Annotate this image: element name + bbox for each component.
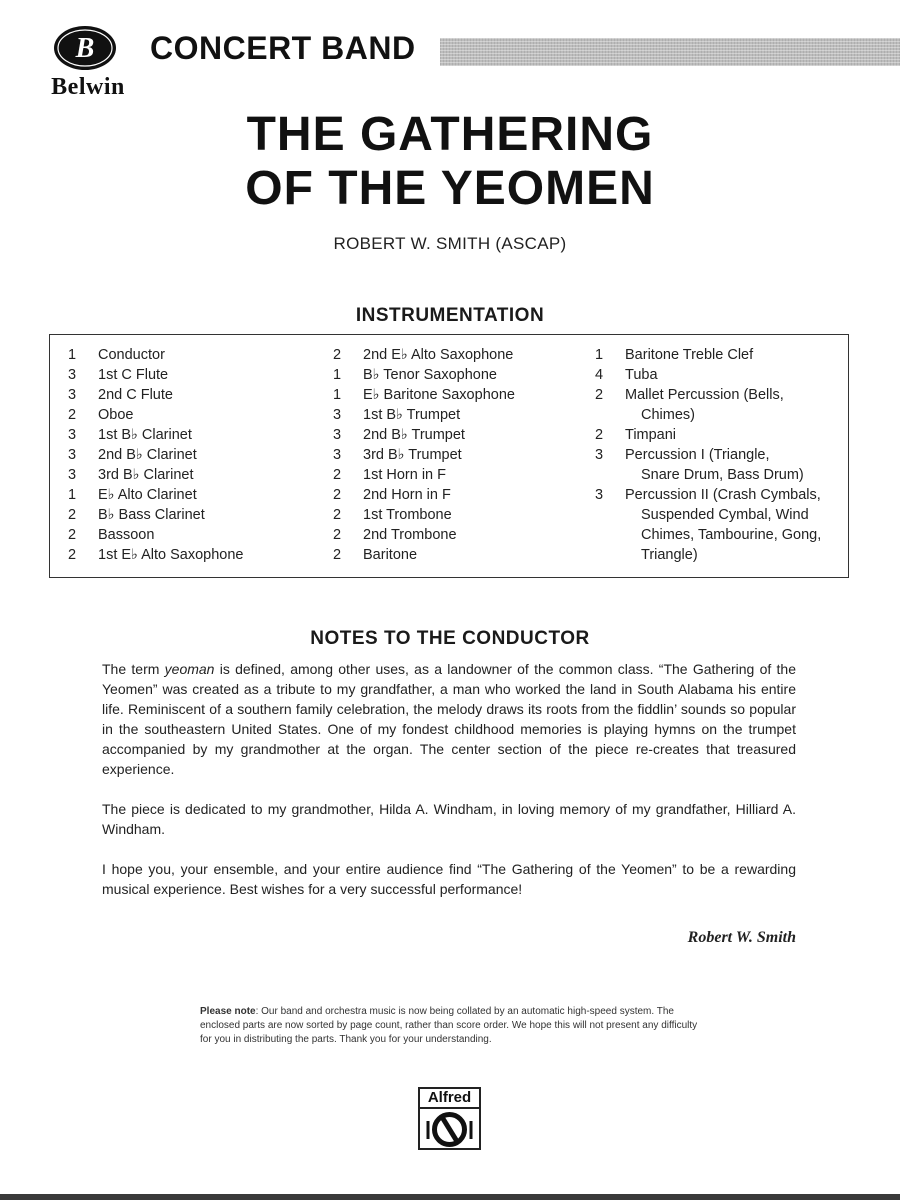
instrument-row bbox=[595, 365, 845, 385]
instrument-name: 1st C Flute bbox=[98, 367, 169, 383]
instrument-quantity: 1 bbox=[333, 367, 342, 383]
instrument-quantity: 3 bbox=[68, 367, 77, 383]
instrument-name: Bassoon bbox=[98, 527, 155, 543]
instrument-row bbox=[68, 445, 328, 465]
instrument-quantity: 3 bbox=[333, 447, 342, 463]
instrument-quantity: 2 bbox=[333, 347, 342, 363]
instrument-quantity: 2 bbox=[333, 547, 342, 563]
belwin-emblem-icon bbox=[52, 24, 118, 72]
instrument-row-continuation bbox=[595, 545, 845, 565]
instrument-name: 3rd B♭ Clarinet bbox=[98, 467, 194, 483]
instrument-row bbox=[68, 365, 328, 385]
instrument-quantity: 3 bbox=[68, 447, 77, 463]
instrument-row bbox=[595, 485, 845, 505]
notes-paragraph-3: I hope you, your ensemble, and your entire audience find “The Gathering of the Yeomen” to be a rewarding musical experience. Best wishes for a very successful performance! bbox=[102, 861, 796, 897]
instrument-name: Percussion II (Crash Cymbals, bbox=[625, 487, 821, 503]
instrument-name: 1st Horn in F bbox=[363, 467, 446, 483]
instrument-name-continuation: Chimes, Tambourine, Gong, bbox=[641, 527, 822, 543]
instrument-name: 2nd Trombone bbox=[363, 527, 457, 543]
instrument-quantity-spacer bbox=[595, 545, 625, 565]
please-note bbox=[200, 1005, 710, 1047]
instrument-quantity: 1 bbox=[595, 347, 604, 363]
instrument-row bbox=[333, 465, 593, 485]
composer-credit: ROBERT W. SMITH (ASCAP) bbox=[333, 234, 567, 253]
instrument-name: Baritone bbox=[363, 547, 418, 563]
instrument-row bbox=[333, 385, 593, 405]
title-line-1: THE GATHERING bbox=[246, 108, 654, 161]
instrument-row bbox=[68, 405, 328, 425]
notes-heading: NOTES TO THE CONDUCTOR bbox=[310, 628, 590, 649]
instrument-row-continuation bbox=[595, 465, 845, 485]
series-label: CONCERT BAND bbox=[150, 30, 416, 66]
instrument-name-continuation: Chimes) bbox=[641, 407, 695, 423]
notes-p1-emphasis: yeoman bbox=[164, 661, 215, 677]
instrument-row bbox=[68, 425, 328, 445]
instrument-name: 2nd B♭ Clarinet bbox=[98, 447, 197, 463]
instrumentation-column-3 bbox=[595, 345, 845, 565]
instrument-quantity: 2 bbox=[68, 547, 77, 563]
alfred-logo bbox=[418, 1087, 481, 1150]
instrument-name: Oboe bbox=[98, 407, 134, 423]
instrument-name: 2nd C Flute bbox=[98, 387, 173, 403]
instrument-row bbox=[333, 345, 593, 365]
instrument-name: 1st E♭ Alto Saxophone bbox=[98, 547, 244, 563]
instrument-quantity: 2 bbox=[333, 467, 342, 483]
instrumentation-column-2 bbox=[333, 345, 593, 565]
instrument-name-continuation: Suspended Cymbal, Wind bbox=[641, 507, 809, 523]
instrument-name: 1st B♭ Trumpet bbox=[363, 407, 461, 423]
instrument-name: E♭ Alto Clarinet bbox=[98, 487, 197, 503]
instrument-row bbox=[595, 345, 845, 365]
belwin-logo bbox=[32, 24, 144, 102]
instrument-name-continuation: Triangle) bbox=[641, 547, 698, 563]
instrumentation-box bbox=[49, 334, 849, 578]
instrument-quantity: 3 bbox=[595, 447, 604, 463]
instrument-row-continuation bbox=[595, 525, 845, 545]
instrument-row bbox=[68, 345, 328, 365]
instrumentation-column-1 bbox=[68, 345, 328, 565]
instrument-row bbox=[595, 445, 845, 465]
belwin-wordmark: Belwin bbox=[51, 74, 125, 100]
instrument-name: 1st B♭ Clarinet bbox=[98, 427, 192, 443]
instrument-row bbox=[68, 465, 328, 485]
instrument-row bbox=[333, 425, 593, 445]
instrument-quantity-spacer bbox=[595, 525, 625, 545]
instrument-quantity: 2 bbox=[333, 487, 342, 503]
instrument-row bbox=[68, 505, 328, 525]
instrument-quantity: 2 bbox=[68, 407, 77, 423]
instrument-quantity: 2 bbox=[595, 387, 604, 403]
instrument-name: B♭ Tenor Saxophone bbox=[363, 367, 497, 383]
instrument-quantity: 1 bbox=[68, 347, 77, 363]
instrument-quantity: 3 bbox=[333, 427, 342, 443]
instrument-quantity-spacer bbox=[595, 465, 625, 485]
instrument-quantity: 2 bbox=[595, 427, 604, 443]
instrument-quantity: 3 bbox=[68, 387, 77, 403]
header-bar bbox=[440, 38, 900, 66]
instrument-name: B♭ Bass Clarinet bbox=[98, 507, 205, 523]
instrument-row bbox=[333, 485, 593, 505]
please-note-label: Please note bbox=[200, 1006, 256, 1017]
instrument-quantity: 1 bbox=[68, 487, 77, 503]
instrument-name: 3rd B♭ Trumpet bbox=[363, 447, 462, 463]
notes-p1-text-a: The term bbox=[102, 661, 165, 677]
instrument-name: Mallet Percussion (Bells, bbox=[625, 387, 784, 403]
emblem-letter: B bbox=[75, 33, 95, 64]
instrument-row bbox=[595, 425, 845, 445]
please-note-text: : Our band and orchestra music is now being collated by an automatic high-speed system. The enclosed parts are now sorted by page count, rather than score order. We hope this will not present any difficulty for you in distributing the parts. Thank you for your understanding. bbox=[200, 1006, 698, 1045]
instrument-row-continuation bbox=[595, 405, 845, 425]
instrument-name: 2nd E♭ Alto Saxophone bbox=[363, 347, 514, 363]
instrument-row bbox=[68, 525, 328, 545]
alfred-wordmark: Alfred bbox=[420, 1089, 479, 1109]
alfred-emblem-icon bbox=[420, 1109, 479, 1150]
instrument-quantity: 2 bbox=[333, 507, 342, 523]
notes-body bbox=[102, 659, 796, 919]
instrument-quantity: 3 bbox=[595, 487, 604, 503]
instrument-row bbox=[68, 385, 328, 405]
instrument-name: 2nd B♭ Trumpet bbox=[363, 427, 465, 443]
notes-p1-text-b: is defined, among other uses, as a landowner of the common class. “The Gathering of the Yeomen” was created as a tribute to my grandfather, a man who worked the land in South Alabama his entire life. Reminiscent of a southern family celebration, the melody draws its roots from the fiddlin’ sounds so popular in the southeastern United States. One of my fondest childhood memories is playing hymns on the trumpet accompanied by my grandmother at the organ. The center section of the piece re-creates that treasured experience. bbox=[102, 661, 796, 777]
instrument-quantity-spacer bbox=[595, 505, 625, 525]
instrument-row bbox=[333, 405, 593, 425]
instrument-name: Tuba bbox=[625, 367, 658, 383]
instrument-name: 2nd Horn in F bbox=[363, 487, 451, 503]
instrument-name: Percussion I (Triangle, bbox=[625, 447, 770, 463]
instrument-row bbox=[333, 365, 593, 385]
instrument-quantity-spacer bbox=[595, 405, 625, 425]
instrument-name: Timpani bbox=[625, 427, 677, 443]
instrument-quantity: 2 bbox=[333, 527, 342, 543]
page-title bbox=[0, 108, 900, 216]
instrument-name: E♭ Baritone Saxophone bbox=[363, 387, 515, 403]
instrument-quantity: 2 bbox=[68, 527, 77, 543]
bottom-rule bbox=[0, 1194, 900, 1200]
title-line-2: OF THE YEOMEN bbox=[245, 162, 655, 215]
composer-signature: Robert W. Smith bbox=[687, 929, 796, 946]
instrument-name: Conductor bbox=[98, 347, 165, 363]
instrument-quantity: 2 bbox=[68, 507, 77, 523]
instrument-quantity: 1 bbox=[333, 387, 342, 403]
instrument-quantity: 3 bbox=[68, 467, 77, 483]
instrument-row bbox=[68, 485, 328, 505]
instrument-quantity: 3 bbox=[68, 427, 77, 443]
notes-paragraph-2: The piece is dedicated to my grandmother, Hilda A. Windham, in loving memory of my grandfather, Hilliard A. Windham. bbox=[102, 801, 796, 837]
instrument-row bbox=[333, 545, 593, 565]
instrument-row bbox=[68, 545, 328, 565]
instrument-row bbox=[333, 525, 593, 545]
instrument-name-continuation: Snare Drum, Bass Drum) bbox=[641, 467, 804, 483]
instrument-row bbox=[333, 445, 593, 465]
instrument-name: 1st Trombone bbox=[363, 507, 452, 523]
instrument-quantity: 3 bbox=[333, 407, 342, 423]
instrument-row bbox=[595, 385, 845, 405]
instrument-row bbox=[333, 505, 593, 525]
instrumentation-heading: INSTRUMENTATION bbox=[355, 305, 545, 326]
instrument-quantity: 4 bbox=[595, 367, 604, 383]
instrument-row-continuation bbox=[595, 505, 845, 525]
instrument-name: Baritone Treble Clef bbox=[625, 347, 754, 363]
notes-paragraph-1 bbox=[102, 659, 796, 779]
